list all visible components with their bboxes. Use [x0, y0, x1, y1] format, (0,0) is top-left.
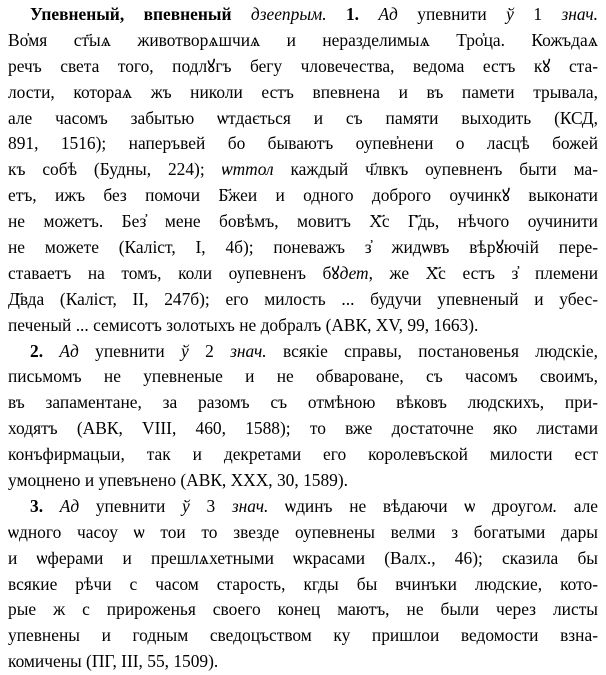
text-line: [8, 313, 598, 339]
text-run: але: [557, 495, 599, 516]
text-run: Д҃вда (Калiст, II, 247б); его милость ... будучи упевненый и убес-: [8, 288, 598, 309]
text-line: [8, 546, 598, 572]
text-run: упевнити: [397, 4, 507, 24]
text-run: знач.: [230, 340, 267, 361]
text-run: ѡттол: [221, 159, 274, 180]
text-line: [8, 131, 598, 157]
text-run: 1: [513, 4, 562, 24]
text-run: 3.: [30, 495, 44, 516]
text-run: [43, 496, 60, 516]
text-line: [8, 28, 598, 54]
text-line: [8, 623, 598, 649]
text-run: письмомъ не упевненые и не обвароване, съ часомъ своимъ,: [8, 366, 598, 387]
text-run: Упевненый, впевненый: [30, 4, 232, 24]
text-run: каждый ч҃лвкъ оупевненъ быти ма-: [273, 159, 598, 180]
text-run: дзеепрым.: [250, 4, 327, 24]
text-run: лости, котораѧ жъ николи естъ впевнена и въ памети трывала,: [8, 81, 598, 102]
text-line: [8, 390, 598, 416]
text-run: [327, 4, 346, 24]
text-run: умоцнено и упевънено (АВК, XXX, 30, 1589).: [8, 470, 348, 491]
text-line: [8, 520, 598, 546]
text-line: [8, 416, 598, 442]
text-run: къ собѣ (Будны, 224);: [8, 159, 222, 180]
text-run: Ад: [59, 495, 80, 516]
text-line: [8, 442, 598, 468]
text-run: ѡдинъ не вѣдаючи ѡ дроуго: [268, 495, 542, 516]
text-run: упевнити: [78, 340, 181, 361]
text-line: [8, 572, 598, 598]
text-run: але часомъ забытью ѡтдається и съ памяти выходить (КСД,: [8, 107, 598, 128]
text-run: рые ж с прироженья своего конец маютъ, не были через листы: [8, 599, 598, 620]
text-run: упевнены и годным сведоцъством ку пришлои ведомости взна-: [8, 625, 598, 646]
text-run: ў: [180, 340, 189, 361]
text-run: 1.: [345, 4, 360, 24]
text-line: [8, 106, 598, 132]
text-run: речъ света того, подлꙋгъ бегу чловечества, ведома естъ кꙋ ста-: [8, 55, 598, 76]
text-line: [8, 183, 598, 209]
text-run: не можете (Калiст, I, 4б); поневажъ з҆ жидѡвъ вѣрꙋючій пере-: [8, 237, 598, 258]
dictionary-paragraph: [8, 339, 598, 494]
text-line: [8, 2, 598, 28]
text-line: [8, 54, 598, 80]
text-run: [359, 4, 378, 24]
text-run: въ запаментане, за разомъ съ отмѣною вѣковъ людскихъ, при-: [8, 392, 598, 413]
text-run: 2: [188, 340, 231, 361]
text-run: всякіе справы, постановенья людскіе,: [266, 340, 598, 361]
text-run: [231, 4, 250, 24]
text-line: [8, 287, 598, 313]
text-run: ў: [182, 495, 190, 516]
text-run: 2.: [30, 340, 44, 361]
text-run: Во҆мя ст҃ыѧ животворѧшчиѧ и неразделимыѧ Тро҆ца. Кожъдаѧ: [8, 29, 598, 50]
text-run: и ѡферами и прешлѧхетными ѡкрасами (Валх., 46); сказила бы: [8, 547, 598, 568]
text-run: упевнити: [79, 495, 183, 516]
text-run: ставаетъ на томъ, коли оупевненъ бꙋ: [8, 262, 340, 283]
text-line: [8, 494, 598, 520]
text-run: Ад: [378, 4, 398, 24]
text-line: [8, 157, 598, 183]
text-line: [8, 649, 598, 675]
text-line: [8, 364, 598, 390]
text-line: [8, 597, 598, 623]
text-run: ѡдного часоу ѡ тои то звезде оупевнены велми з богатыми дары: [8, 521, 598, 542]
text-run: м.: [541, 495, 558, 516]
text-run: 891, 1516); наперъвей бо бываютъ оупев҆нени о ласцѣ божей: [8, 133, 598, 154]
text-run: знач.: [561, 4, 598, 24]
dictionary-paragraph: [8, 494, 598, 675]
text-line: [8, 80, 598, 106]
text-run: конъфирмацыи, так и декретами его королевъской милости ест: [8, 444, 598, 465]
text-line: [8, 468, 598, 494]
text-run: не можетъ. Без҆ мене бовѣмъ, мовитъ Х҃с Г҃дь, нѣчого оучинити: [8, 211, 598, 232]
text-run: ходятъ (АВК, VIII, 460, 1588); то вже достаточне яко листами: [8, 418, 598, 439]
text-run: дет: [339, 262, 369, 283]
text-run: етъ, ижъ без помочи Б҃жеи и одного доброго оучинкꙋ выконати: [8, 185, 598, 206]
text-run: печеный ... семисотъ золотыхъ не добралъ (АВК, XV, 99, 1663).: [8, 314, 479, 335]
text-line: [8, 261, 598, 287]
text-line: [8, 209, 598, 235]
dictionary-paragraph: [8, 2, 598, 339]
text-run: ў: [506, 4, 514, 24]
text-line: [8, 235, 598, 261]
text-run: [43, 341, 59, 361]
text-run: , же Х҃с естъ з҆ племени: [368, 262, 599, 283]
text-run: Ад: [59, 340, 79, 361]
text-run: знач.: [231, 495, 269, 516]
text-run: комичены (ПГ, III, 55, 1509).: [8, 651, 219, 672]
text-run: 3: [189, 495, 232, 516]
text-run: всякие рѣчи с часом старость, кгды бы вчинъки людские, кото-: [8, 573, 598, 594]
text-line: [8, 339, 598, 365]
